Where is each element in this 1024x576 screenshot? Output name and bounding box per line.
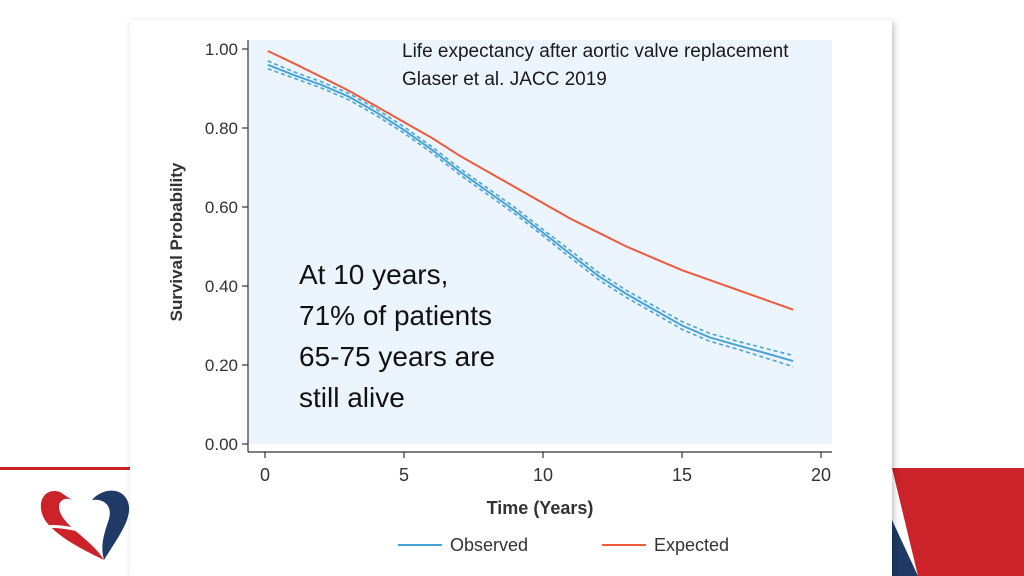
y-tick-label: 0.80: [204, 119, 238, 138]
x-tick-label: 15: [671, 465, 693, 485]
y-tick-label: 1.00: [204, 40, 238, 59]
callout-line-3: 65-75 years are: [299, 341, 496, 372]
left-red-rule: [0, 467, 130, 470]
x-axis-title: Time (Years): [486, 498, 594, 518]
callout-line-2: 71% of patients: [299, 300, 493, 331]
heart-logo-icon: [36, 491, 129, 560]
x-tick-label: 10: [532, 465, 554, 485]
legend-label-expected: Expected: [654, 535, 730, 555]
y-tick-label: 0.60: [204, 198, 238, 217]
y-tick-label: 0.40: [204, 277, 238, 296]
legend-label-observed: Observed: [450, 535, 529, 555]
callout-line-1: At 10 years,: [299, 259, 449, 290]
caption-line-1: Life expectancy after aortic valve replacement: [402, 41, 789, 62]
caption-line-2: Glaser et al. JACC 2019: [402, 69, 607, 90]
x-tick-label: 5: [398, 465, 410, 485]
survival-chart: [130, 20, 892, 576]
y-tick-label: 0.20: [204, 356, 238, 375]
x-tick-label: 0: [259, 465, 271, 485]
x-tick-label: 20: [810, 465, 832, 485]
y-axis-title: Survival Probability: [167, 162, 186, 322]
survival-callout: [299, 254, 495, 418]
callout-line-4: still alive: [299, 382, 405, 413]
y-tick-label: 0.00: [204, 435, 238, 454]
chart-caption: [402, 38, 789, 94]
right-red-band: [892, 468, 1024, 576]
